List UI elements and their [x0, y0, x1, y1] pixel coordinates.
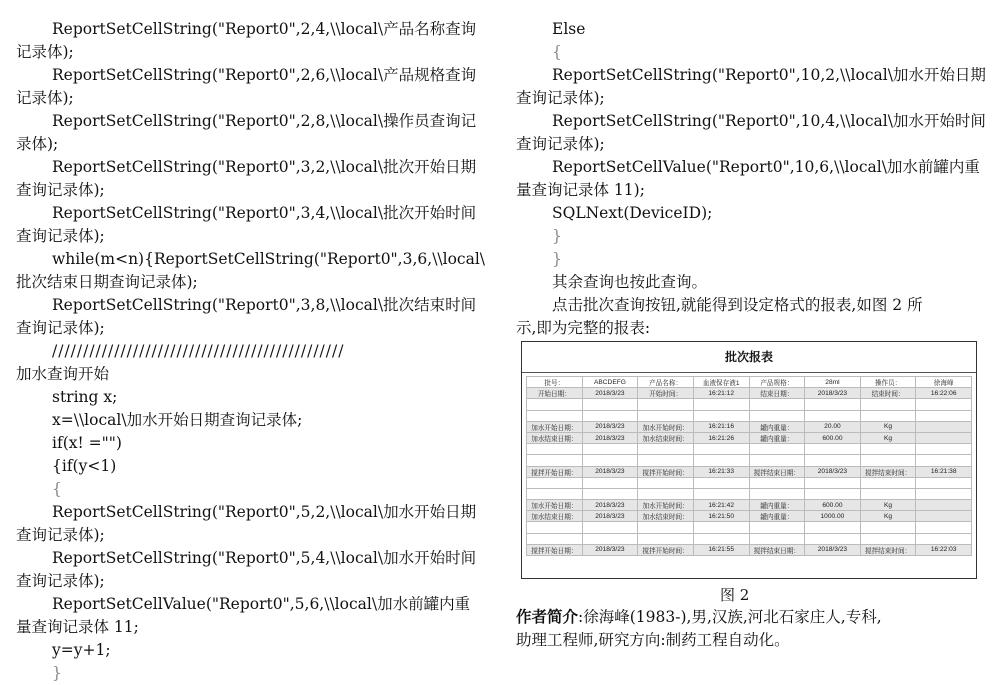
table-cell [860, 455, 916, 466]
table-cell [749, 522, 805, 533]
table-cell [805, 533, 861, 544]
table-row [527, 410, 972, 421]
table-cell [638, 455, 694, 466]
text-line: ReportSetCellString("Report0",5,2,\\local\加水开始日期 [52, 503, 477, 521]
table-cell: 操作员： [860, 377, 916, 388]
table-cell [916, 488, 972, 499]
table-cell [693, 477, 749, 488]
table-cell: 开始时间： [638, 388, 694, 399]
table-cell: 16:21:26 [693, 432, 749, 443]
table-cell [693, 410, 749, 421]
table-cell: 16:21:50 [693, 511, 749, 522]
table-cell [527, 399, 583, 410]
table-cell: 20.00 [805, 421, 861, 432]
table-row [527, 488, 972, 499]
table-cell: 2018/3/23 [805, 466, 861, 477]
table-cell: 加水开始时间： [638, 500, 694, 511]
table-cell: 2018/3/23 [805, 544, 861, 555]
table-cell: 搅拌开始时间： [638, 544, 694, 555]
table-row [527, 544, 972, 555]
table-row [527, 466, 972, 477]
table-cell: 搅拌结束时间： [860, 544, 916, 555]
table-row [527, 432, 972, 443]
table-cell [860, 522, 916, 533]
report-table-container [526, 376, 972, 570]
table-cell [805, 399, 861, 410]
text-line: {if(y<1) [52, 457, 117, 475]
text-line: } [552, 250, 562, 268]
table-cell [638, 533, 694, 544]
text-line: /////////////////////////////////////////////// [52, 342, 345, 360]
table-cell [805, 410, 861, 421]
table-cell: 1000.00 [805, 511, 861, 522]
table-cell: 2018/3/23 [582, 500, 638, 511]
text-line: 量查询记录体 11; [16, 618, 139, 636]
table-cell [527, 410, 583, 421]
table-cell [916, 533, 972, 544]
text-line: 查询记录体); [516, 135, 605, 153]
table-cell: 产品名称： [638, 377, 694, 388]
table-cell: 2018/3/23 [582, 432, 638, 443]
table-cell: 28ml [805, 377, 861, 388]
text-line: 加水查询开始 [16, 365, 110, 383]
table-cell [638, 410, 694, 421]
table-cell [805, 444, 861, 455]
table-cell [749, 444, 805, 455]
author-line-2: 助理工程师,研究方向:制药工程自动化。 [516, 631, 790, 649]
table-cell [860, 410, 916, 421]
table-row [527, 444, 972, 455]
table-cell [638, 522, 694, 533]
text-line: 记录体); [16, 43, 74, 61]
table-cell: 批号： [527, 377, 583, 388]
table-row [527, 377, 972, 388]
batch-report-figure [521, 341, 977, 579]
table-cell: 罐内重量： [749, 500, 805, 511]
table-cell [693, 488, 749, 499]
text-line: 量查询记录体 11); [516, 181, 645, 199]
table-cell: 罐内重量： [749, 432, 805, 443]
table-cell: 徐海峰 [916, 377, 972, 388]
table-row [527, 455, 972, 466]
table-cell [916, 410, 972, 421]
table-cell [582, 533, 638, 544]
table-row [527, 477, 972, 488]
table-cell: 罐内重量： [749, 421, 805, 432]
text-line: ReportSetCellString("Report0",2,6,\\local\产品规格查询 [52, 66, 477, 84]
table-cell: 16:21:55 [693, 544, 749, 555]
table-cell [749, 410, 805, 421]
text-line: ReportSetCellString("Report0",3,2,\\local\批次开始日期 [52, 158, 477, 176]
text-line: ReportSetCellString("Report0",3,8,\\local\批次结束时间 [52, 296, 477, 314]
table-cell [749, 399, 805, 410]
text-line: 查询记录体); [16, 181, 105, 199]
table-cell: 加水开始时间： [638, 421, 694, 432]
text-line: ReportSetCellValue("Report0",5,6,\\local\加水前罐内重 [52, 595, 471, 613]
text-line: ReportSetCellString("Report0",2,4,\\local\产品名称查询 [52, 20, 477, 38]
table-cell [527, 533, 583, 544]
figure-title: 批次报表 [522, 342, 976, 373]
table-row [527, 421, 972, 432]
table-cell [582, 522, 638, 533]
text-line: 查询记录体); [16, 572, 105, 590]
table-cell: 2018/3/23 [582, 388, 638, 399]
text-line: 查询记录体); [16, 319, 105, 337]
text-line: 录体); [16, 135, 59, 153]
table-cell [638, 399, 694, 410]
text-line: } [52, 664, 62, 682]
table-row [527, 511, 972, 522]
text-line: while(m<n){ReportSetCellString("Report0",3,6,\\local\ [52, 250, 486, 268]
table-cell [693, 533, 749, 544]
text-line: string x; [52, 388, 118, 406]
table-cell [527, 455, 583, 466]
table-cell [916, 522, 972, 533]
table-cell: 加水结束时间： [638, 432, 694, 443]
table-cell: 开始日期： [527, 388, 583, 399]
table-cell: 结束时间： [860, 388, 916, 399]
table-cell [638, 444, 694, 455]
table-cell: 16:21:38 [916, 466, 972, 477]
text-line: ReportSetCellString("Report0",3,4,\\local\批次开始时间 [52, 204, 477, 222]
table-cell [916, 421, 972, 432]
table-cell [693, 455, 749, 466]
text-line: 点击批次查询按钮,就能得到设定格式的报表,如图 2 所 [552, 296, 923, 314]
table-cell [638, 488, 694, 499]
table-cell [749, 455, 805, 466]
table-cell: Kg [860, 511, 916, 522]
table-row [527, 500, 972, 511]
table-cell: 16:22:06 [916, 388, 972, 399]
table-cell: 加水结束日期： [527, 432, 583, 443]
table-cell [693, 444, 749, 455]
text-line: Else [552, 20, 586, 38]
table-cell: 搅拌开始时间： [638, 466, 694, 477]
table-cell: 加水结束日期： [527, 511, 583, 522]
table-cell: 16:21:12 [693, 388, 749, 399]
table-cell [527, 477, 583, 488]
table-cell [582, 444, 638, 455]
right-column [516, 18, 986, 340]
table-cell [805, 522, 861, 533]
text-line: { [52, 480, 62, 498]
table-cell [749, 488, 805, 499]
table-cell: 600.00 [805, 500, 861, 511]
table-cell: Kg [860, 500, 916, 511]
table-cell: 搅拌结束日期： [749, 544, 805, 555]
table-cell [582, 455, 638, 466]
table-cell: 2018/3/23 [582, 421, 638, 432]
table-cell: 2018/3/23 [582, 466, 638, 477]
table-cell [693, 399, 749, 410]
text-line: 批次结束日期查询记录体); [16, 273, 198, 291]
table-cell: 加水结束时间： [638, 511, 694, 522]
table-row [527, 522, 972, 533]
table-cell [916, 432, 972, 443]
table-cell: 600.00 [805, 432, 861, 443]
table-cell: 16:21:42 [693, 500, 749, 511]
table-cell: 搅拌开始日期： [527, 544, 583, 555]
table-cell [860, 488, 916, 499]
table-cell: 16:21:33 [693, 466, 749, 477]
table-cell: 2018/3/23 [805, 388, 861, 399]
table-cell: 结束日期： [749, 388, 805, 399]
table-cell: 加水开始日期： [527, 421, 583, 432]
table-cell [916, 511, 972, 522]
table-cell [582, 488, 638, 499]
table-cell: 2018/3/23 [582, 544, 638, 555]
author-line-1: :徐海峰(1983-),男,汉族,河北石家庄人,专科, [578, 608, 882, 626]
text-line: ReportSetCellString("Report0",5,4,\\local\加水开始时间 [52, 549, 477, 567]
table-cell [860, 533, 916, 544]
table-cell: 血液保存液1 [693, 377, 749, 388]
text-line: 记录体); [16, 89, 74, 107]
text-line: { [552, 43, 562, 61]
table-cell [916, 455, 972, 466]
text-line: if(x! ="") [52, 434, 122, 452]
table-cell [916, 444, 972, 455]
table-cell: 16:21:16 [693, 421, 749, 432]
text-line: ReportSetCellString("Report0",10,2,\\local\加水开始日期 [552, 66, 986, 84]
table-cell [860, 399, 916, 410]
table-cell [916, 477, 972, 488]
table-cell [527, 444, 583, 455]
table-row [527, 533, 972, 544]
text-line: SQLNext(DeviceID); [552, 204, 713, 222]
table-cell [805, 455, 861, 466]
table-cell [527, 488, 583, 499]
text-line: 查询记录体); [16, 227, 105, 245]
text-line: ReportSetCellString("Report0",10,4,\\local\加水开始时间 [552, 112, 986, 130]
table-cell [527, 522, 583, 533]
table-cell: 搅拌结束日期： [749, 466, 805, 477]
text-line: ReportSetCellString("Report0",2,8,\\local\操作员查询记 [52, 112, 477, 130]
text-line: x=\\local\加水开始日期查询记录体; [52, 411, 303, 429]
text-line: 查询记录体); [16, 526, 105, 544]
table-cell: 加水开始日期： [527, 500, 583, 511]
table-cell [749, 477, 805, 488]
text-line: ReportSetCellValue("Report0",10,6,\\local\加水前罐内重 [552, 158, 980, 176]
table-cell [749, 533, 805, 544]
table-cell [916, 500, 972, 511]
author-label: 作者简介 [516, 608, 579, 626]
table-cell [805, 488, 861, 499]
text-line: y=y+1; [52, 641, 111, 659]
table-cell: 搅拌开始日期： [527, 466, 583, 477]
author-bio [516, 606, 986, 652]
text-line: 示,即为完整的报表: [516, 319, 651, 337]
table-cell [805, 477, 861, 488]
text-line: 查询记录体); [516, 89, 605, 107]
text-line: 其余查询也按此查询。 [552, 273, 708, 291]
table-cell [638, 477, 694, 488]
table-cell [860, 477, 916, 488]
table-cell [582, 399, 638, 410]
table-row [527, 399, 972, 410]
table-cell: 2018/3/23 [582, 511, 638, 522]
table-cell [916, 399, 972, 410]
table-cell: 罐内重量： [749, 511, 805, 522]
table-cell: ABCDEFG [582, 377, 638, 388]
text-line: } [552, 227, 562, 245]
left-column [16, 18, 486, 685]
table-cell [582, 410, 638, 421]
table-cell: 产品规格： [749, 377, 805, 388]
table-cell [860, 444, 916, 455]
table-cell [693, 522, 749, 533]
table-cell: Kg [860, 432, 916, 443]
figure-caption: 图 2 [720, 586, 750, 604]
table-cell: 搅拌结束时间： [860, 466, 916, 477]
table-cell: Kg [860, 421, 916, 432]
table-row [527, 388, 972, 399]
table-cell: 16:22:03 [916, 544, 972, 555]
report-table [526, 376, 972, 556]
table-cell [582, 477, 638, 488]
